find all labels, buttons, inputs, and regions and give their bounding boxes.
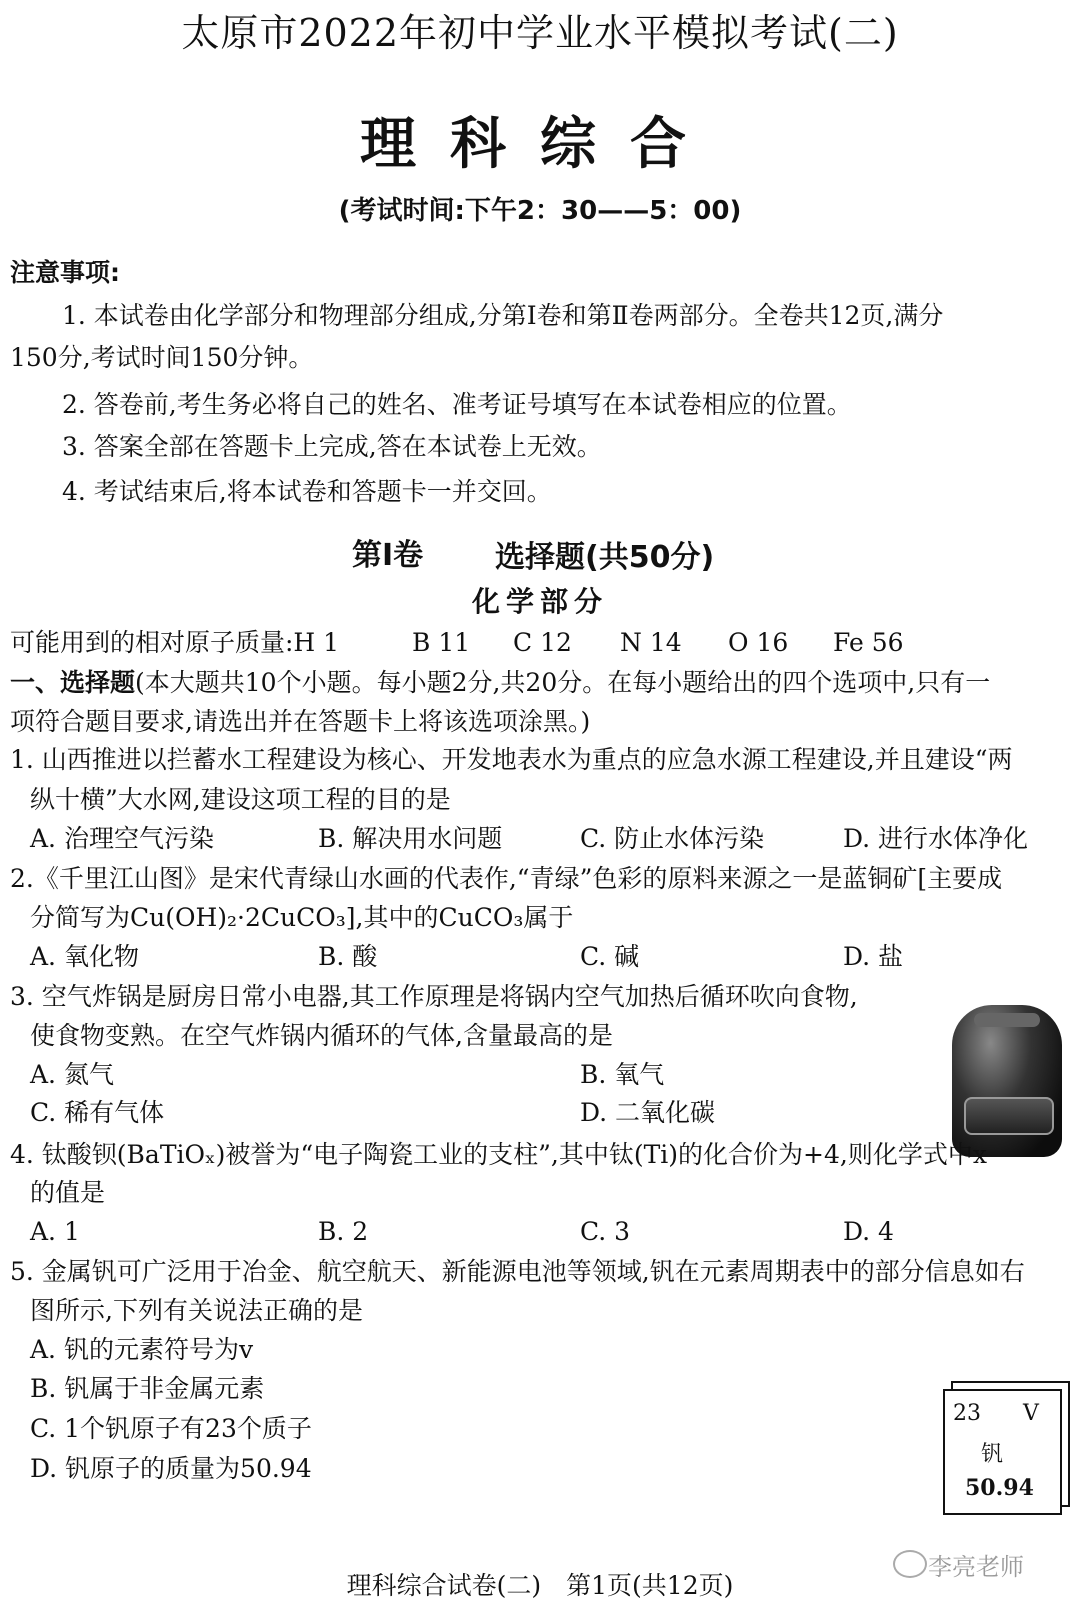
question-stem: 5. 金属钒可广泛用于冶金、航空航天、新能源电池等领域,钒在元素周期表中的部分信息如右	[10, 1257, 1025, 1286]
section-roman: 第Ⅰ卷	[352, 538, 424, 573]
page-footer: 理科综合试卷(二) 第1页(共12页)	[346, 1571, 734, 1600]
option: C. 稀有气体	[30, 1098, 165, 1127]
question-stem: 4. 钛酸钡(BaTiOₓ)被誉为“电子陶瓷工业的支柱”,其中钛(Ti)的化合价为+4,则化学式中x	[10, 1140, 987, 1169]
question-stem: 使食物变熟。在空气炸锅内循环的气体,含量最高的是	[30, 1021, 613, 1050]
exam-title: 太原市2022年初中学业水平模拟考试(二)	[181, 11, 899, 55]
section-desc: 选择题(共50分)	[495, 540, 715, 575]
option: C. 碱	[580, 942, 640, 971]
exam-time: (考试时间:下午2：30——5：00)	[338, 196, 742, 226]
atomic-mass-item: Fe 56	[833, 628, 904, 657]
wechat-icon	[893, 1550, 927, 1578]
air-fryer-top	[974, 1013, 1040, 1027]
option: A. 1	[30, 1217, 80, 1246]
option: A. 治理空气污染	[30, 824, 214, 853]
option: B. 解决用水问题	[318, 824, 503, 853]
atomic-mass-item: O 16	[728, 628, 789, 657]
question-stem: 3. 空气炸锅是厨房日常小电器,其工作原理是将锅内空气加热后循环吹向食物,	[10, 982, 858, 1011]
option: B. 氧气	[580, 1060, 665, 1089]
question-stem: 1. 山西推进以拦蓄水工程建设为核心、开发地表水为重点的应急水源工程建设,并且建设“两	[10, 745, 1013, 774]
notes-heading: 注意事项:	[10, 258, 120, 287]
part-title: 化学部分	[471, 585, 608, 618]
option: A. 氮气	[30, 1060, 114, 1089]
option: D. 进行水体净化	[843, 824, 1029, 853]
mcq-intro	[10, 668, 990, 698]
atomic-mass-item: C 12	[513, 628, 572, 657]
element-symbol: V	[1023, 1401, 1039, 1426]
option: D. 二氧化碳	[580, 1098, 716, 1127]
atomic-mass-label: 可能用到的相对原子质量:H 1	[10, 628, 340, 657]
option: C. 防止水体污染	[580, 824, 765, 853]
option: D. 盐	[843, 942, 904, 971]
question-stem: 的值是	[30, 1178, 106, 1207]
note-item: 150分,考试时间150分钟。	[10, 343, 314, 372]
air-fryer-image	[952, 1005, 1062, 1157]
option: B. 钒属于非金属元素	[30, 1374, 265, 1403]
note-item: 1. 本试卷由化学部分和物理部分组成,分第Ⅰ卷和第Ⅱ卷两部分。全卷共12页,满分	[62, 301, 944, 330]
question-stem: 2.《千里江山图》是宋代青绿山水画的代表作,“青绿”色彩的原料来源之一是蓝铜矿[主要成	[10, 864, 1003, 893]
option: D. 4	[843, 1217, 894, 1246]
question-stem: 图所示,下列有关说法正确的是	[30, 1296, 363, 1325]
option: A. 钒的元素符号为v	[30, 1335, 254, 1364]
element-card	[943, 1389, 1062, 1515]
question-stem: 纵十横”大水网,建设这项工程的目的是	[30, 785, 451, 814]
note-item: 3. 答案全部在答题卡上完成,答在本试卷上无效。	[62, 432, 602, 461]
question-stem: 分简写为Cu(OH)₂·2CuCO₃],其中的CuCO₃属于	[30, 903, 574, 932]
option: C. 3	[580, 1217, 631, 1246]
atomic-mass-item: B 11	[412, 628, 471, 657]
element-name: 钒	[981, 1442, 1004, 1467]
option: B. 2	[318, 1217, 369, 1246]
note-item: 4. 考试结束后,将本试卷和答题卡一并交回。	[62, 477, 552, 506]
element-number: 23	[953, 1401, 981, 1426]
option: C. 1个钒原子有23个质子	[30, 1414, 312, 1443]
option: A. 氧化物	[30, 942, 139, 971]
mcq-heading: 一、选择题	[10, 668, 136, 697]
mcq-desc: (本大题共10个小题。每小题2分,共20分。在每小题给出的四个选项中,只有一	[135, 668, 991, 697]
mcq-desc-cont: 项符合题目要求,请选出并在答题卡上将该选项涂黑。)	[10, 707, 591, 736]
watermark: 李亮老师	[928, 1553, 1024, 1581]
note-item: 2. 答卷前,考生务必将自己的姓名、准考证号填写在本试卷相应的位置。	[62, 390, 852, 419]
subject-title: 理科综合	[360, 112, 720, 177]
atomic-mass-item: N 14	[620, 628, 682, 657]
element-mass: 50.94	[965, 1475, 1034, 1501]
option: D. 钒原子的质量为50.94	[30, 1454, 312, 1483]
air-fryer-window	[964, 1097, 1054, 1135]
option: B. 酸	[318, 942, 378, 971]
